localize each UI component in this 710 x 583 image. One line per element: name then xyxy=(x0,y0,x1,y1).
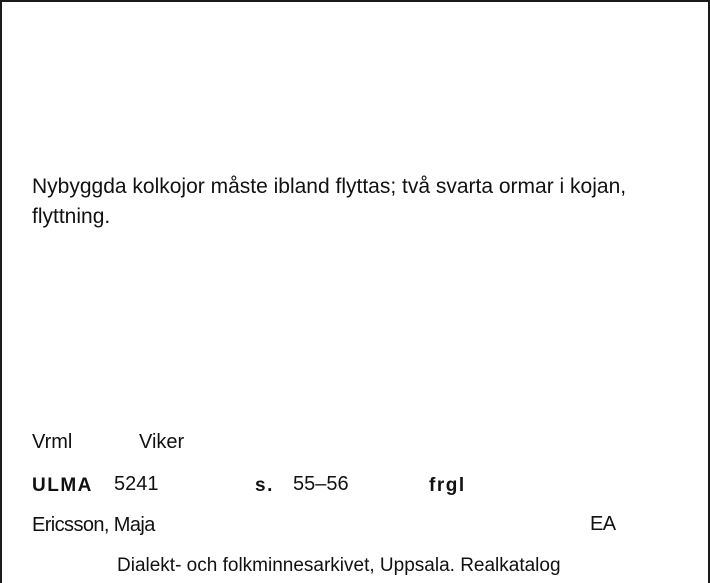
parish-label: Viker xyxy=(139,431,185,453)
page-range: 55–56 xyxy=(293,473,349,495)
record-type: frgl xyxy=(429,475,466,496)
province-label: Vrml xyxy=(32,431,73,453)
card-description: Nybyggda kolkojor måste ibland flyttas; två svarta ormar i kojan, flyttning. xyxy=(32,175,627,228)
archive-footer: Dialekt- och folkminnesarkivet, Uppsala. Realkatalog xyxy=(117,555,561,576)
informant-name: Ericsson, Maja xyxy=(32,514,155,536)
archive-number: 5241 xyxy=(114,473,159,495)
collector-initials: EA xyxy=(590,513,616,535)
archive-code: ULMA xyxy=(32,475,93,496)
page-prefix: s. xyxy=(255,475,274,496)
